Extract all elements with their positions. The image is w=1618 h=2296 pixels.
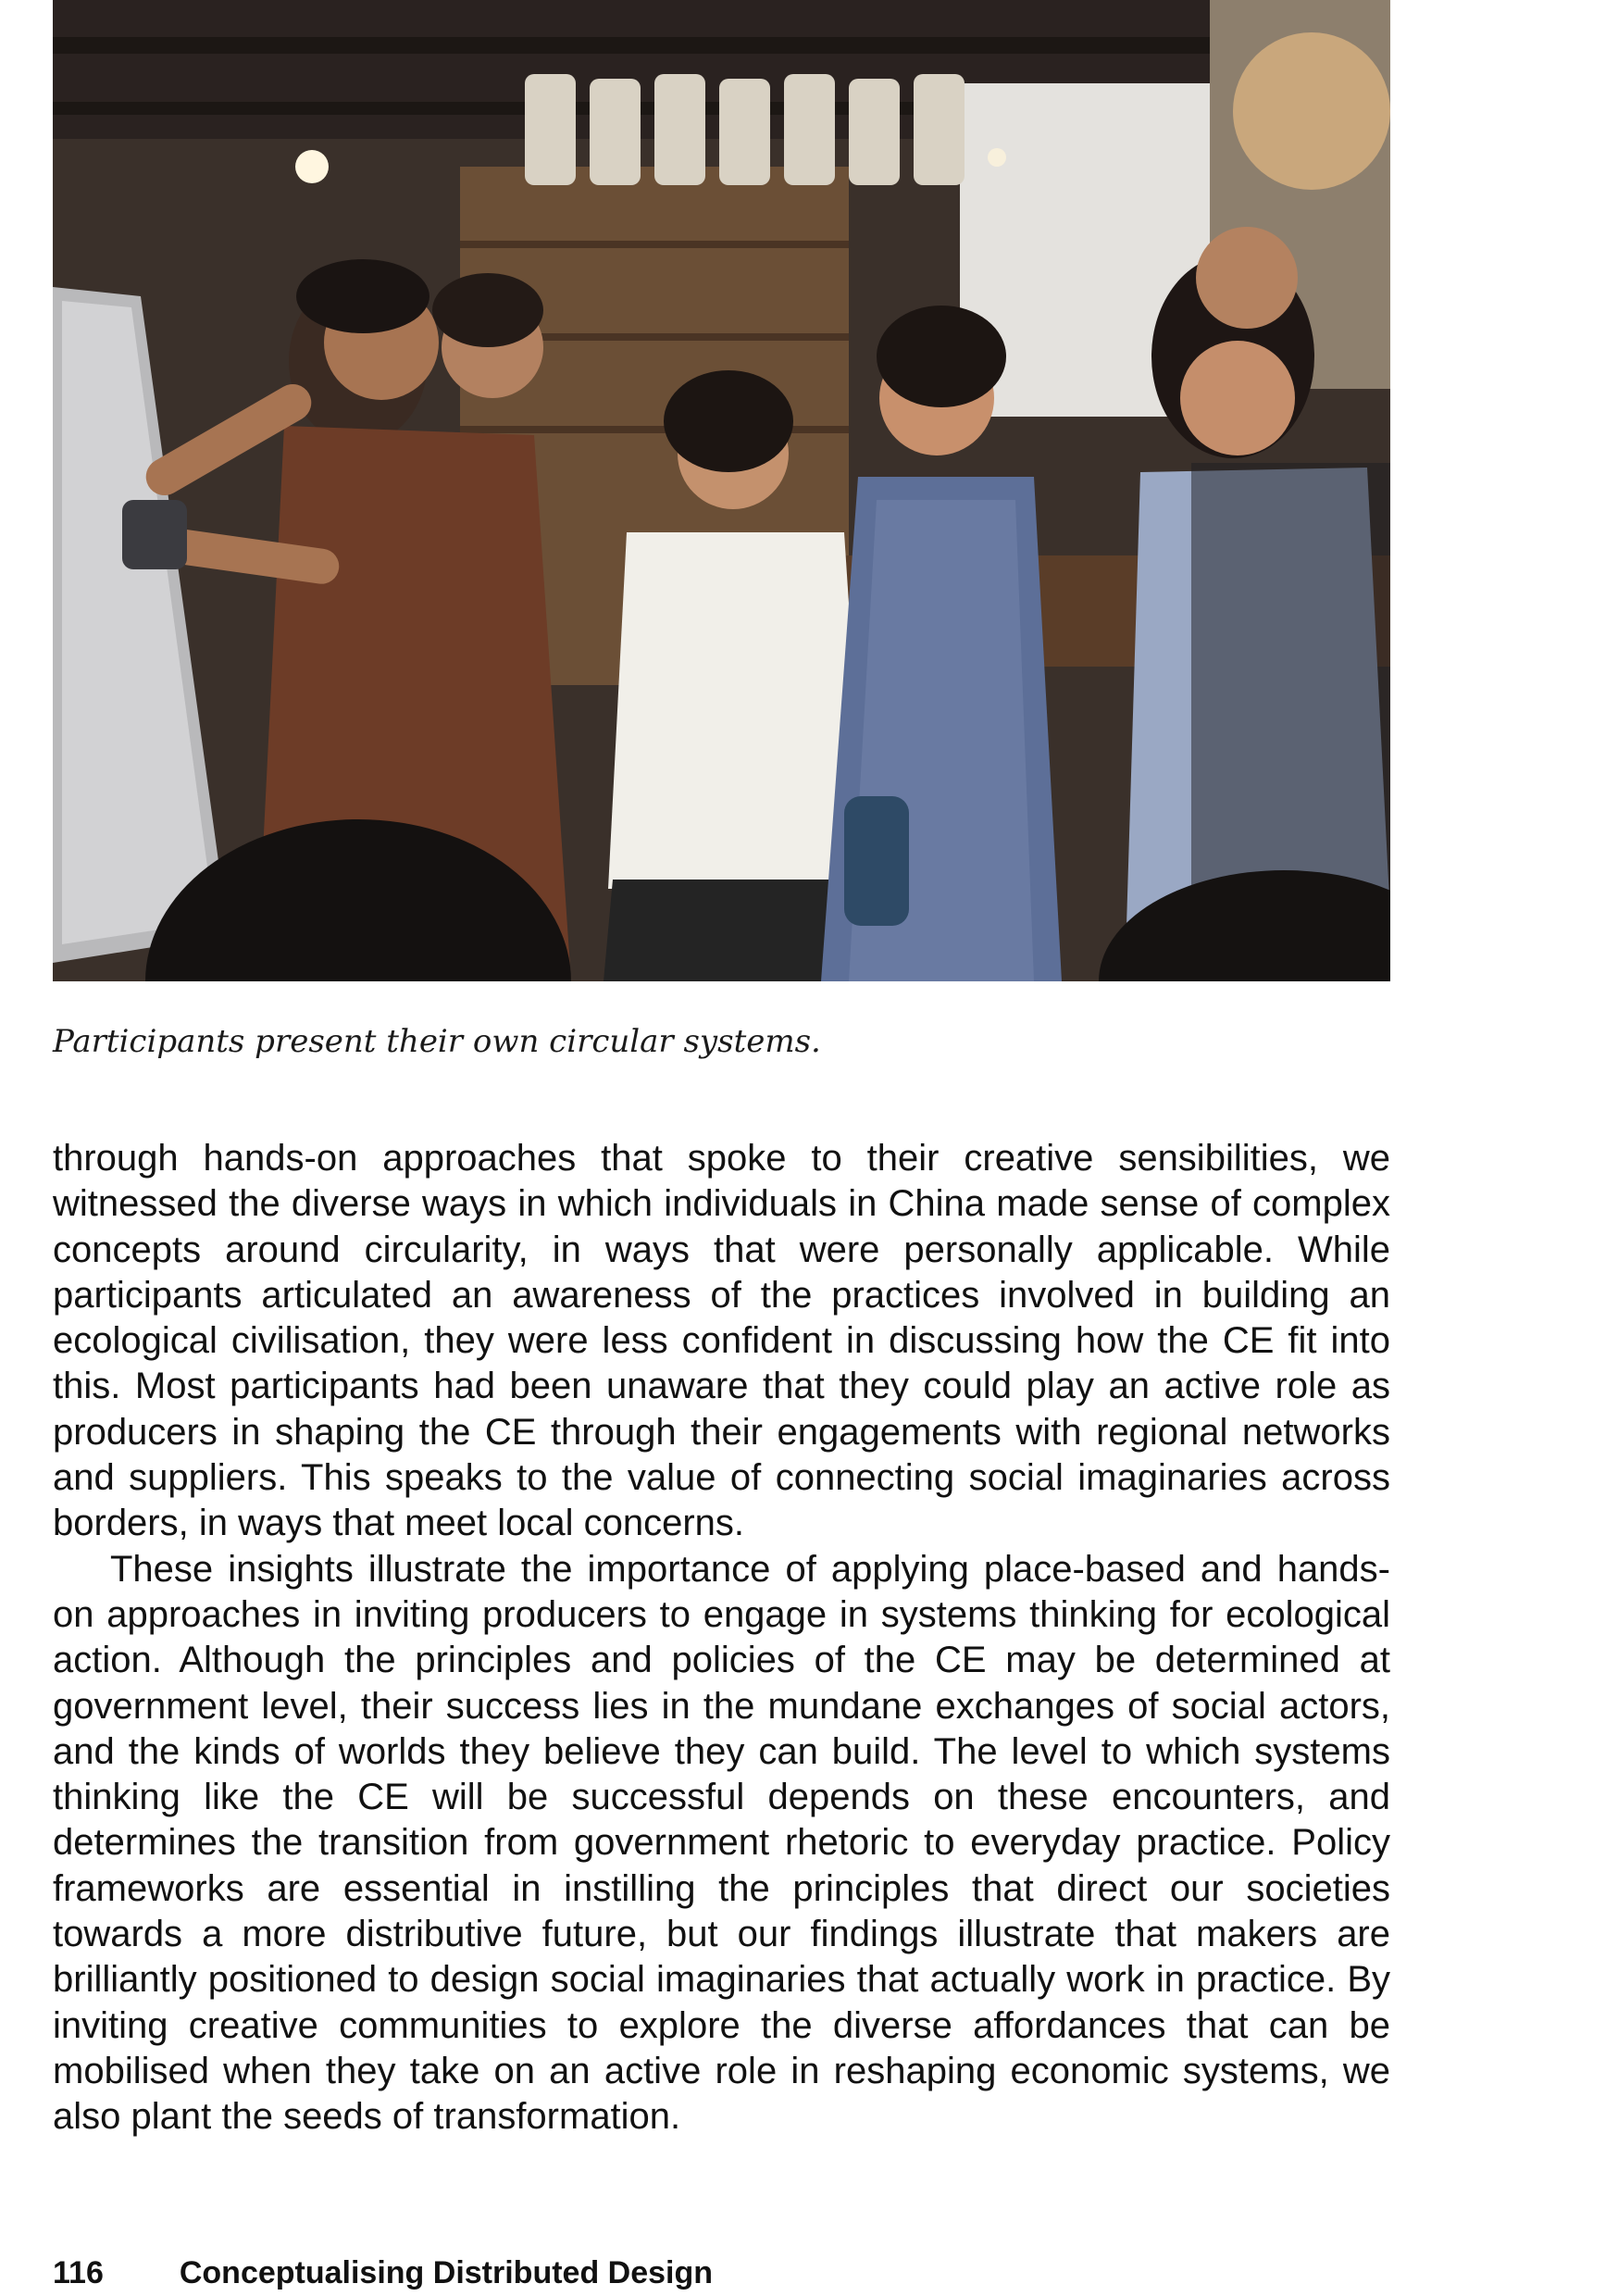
- body-paragraph: These insights illustrate the importance of applying place-based and hands-on approaches in inviting producers to engage in systems thinking for ecological action. Although the principles and policies of the CE may be determined at government level, their success lies in the mundane exchanges of social actors, and the kinds of worlds they believe they can build. The level to which systems thinking like the CE will be successful depends on these encounters, and determines the transition from government rhetoric to everyday practice. Policy frameworks are essential in instilling the principles that direct our societies towards a more distributive future, but our findings illustrate that makers are brilliantly positioned to design social imaginaries that actually work in practice. By inviting creative communities to explore the diverse affordances that can be mobilised when they take on an active role in reshaping economic systems, we also plant the seeds of transformation.: [53, 1548, 1390, 2138]
- photo-illustration: [53, 0, 1390, 981]
- workshop-photo: [53, 0, 1390, 981]
- page-number: 116: [53, 2255, 104, 2290]
- page-footer: [53, 2254, 713, 2291]
- photo-caption: Participants present their own circular systems.: [53, 1023, 821, 1060]
- body-paragraph: through hands-on approaches that spoke to their creative sensibilities, we witnessed the diverse ways in which individuals in China made sense of complex concepts around circularity, in ways that were personally applicable. While participants articulated an awareness of the practices involved in building an ecological civilisation, they were less confident in discussing how the CE fit into this. Most participants had been unaware that they could play an active role as producers in shaping the CE through their engagements with regional networks and suppliers. This speaks to the value of connecting social imaginaries across borders, in ways that meet local concerns.: [53, 1138, 1390, 1544]
- body-text: [53, 1136, 1390, 2140]
- running-title: Conceptualising Distributed Design: [179, 2255, 714, 2290]
